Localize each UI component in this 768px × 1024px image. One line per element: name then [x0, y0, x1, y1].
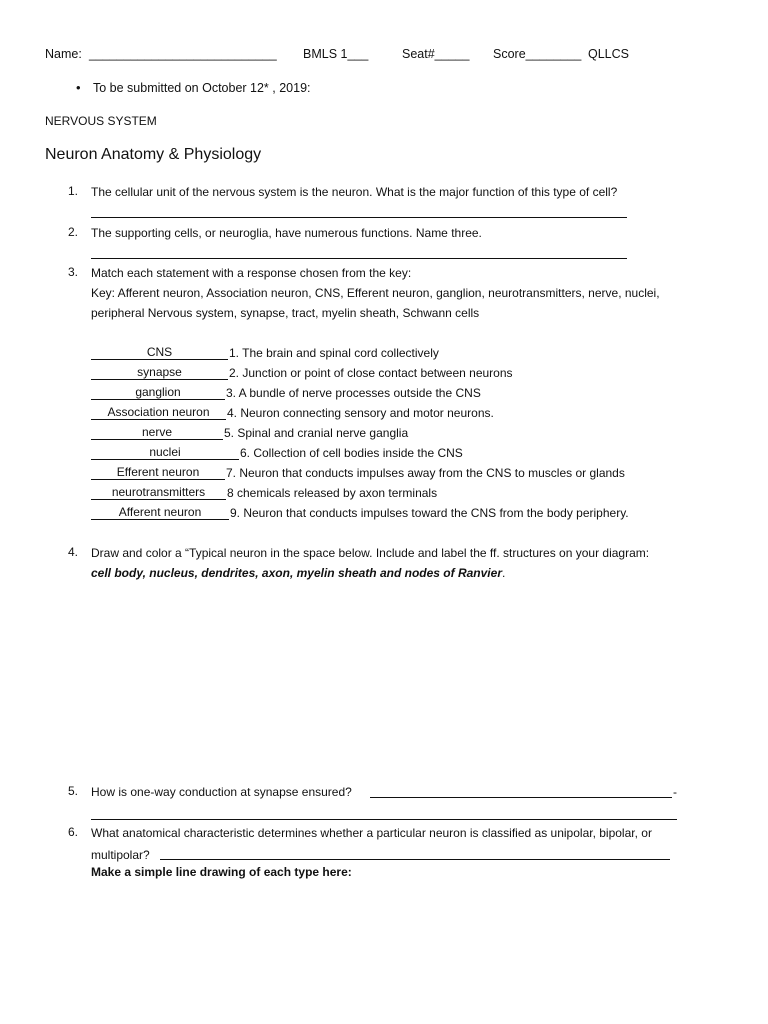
match-answer[interactable]: neurotransmitters [91, 485, 226, 500]
match-answer[interactable]: nerve [91, 425, 223, 440]
page-title: Neuron Anatomy & Physiology [45, 146, 262, 163]
bullet-icon: • [76, 80, 81, 95]
q3-number: 3. [68, 265, 79, 279]
match-answer[interactable]: Association neuron [91, 405, 226, 420]
match-statement: 6. Collection of cell bodies inside the CNS [240, 446, 463, 460]
match-statement: 1. The brain and spinal cord collectively [229, 346, 439, 360]
q6-text-line-2: multipolar? [91, 848, 150, 862]
q5-answer-line[interactable] [370, 797, 672, 798]
match-row [91, 462, 625, 480]
submission-text: To be submitted on October 12* , 2019: [93, 81, 311, 95]
match-answer[interactable]: CNS [91, 345, 228, 360]
course-field: BMLS 1___ [303, 47, 369, 61]
q6-text-line-1: What anatomical characteristic determines whether a particular neuron is classified as unipolar, bipolar, or [91, 826, 652, 840]
school-code: QLLCS [588, 47, 629, 61]
name-blank: ___________________________ [89, 47, 277, 61]
match-answer[interactable]: Efferent neuron [91, 465, 225, 480]
seat-field: Seat#_____ [402, 47, 470, 61]
q6-instruction: Make a simple line drawing of each type here: [91, 865, 352, 879]
q5-number: 5. [68, 784, 79, 798]
q4-structures: cell body, nucleus, dendrites, axon, myelin sheath and nodes of Ranvier [91, 566, 502, 580]
match-statement: 7. Neuron that conducts impulses away from the CNS to muscles or glands [226, 466, 625, 480]
q5-dash: - [673, 785, 677, 799]
match-statement: 2. Junction or point of close contact between neurons [229, 366, 513, 380]
match-row [91, 342, 439, 360]
q4-period: . [502, 566, 506, 580]
q1-answer-line[interactable] [91, 217, 627, 218]
q6-answer-line[interactable] [160, 859, 670, 860]
q5-text: How is one-way conduction at synapse ensured? [91, 785, 352, 799]
q1-text: The cellular unit of the nervous system is the neuron. What is the major function of this type of cell? [91, 185, 618, 199]
q3-key-line-1: Key: Afferent neuron, Association neuron, CNS, Efferent neuron, ganglion, neurotransmitters, nerve, nuclei, [91, 286, 660, 300]
q3-key-line-2: peripheral Nervous system, synapse, tract, myelin sheath, Schwann cells [91, 306, 480, 320]
section-label: NERVOUS SYSTEM [45, 114, 157, 128]
match-row [91, 362, 513, 380]
match-answer[interactable]: nuclei [91, 445, 239, 460]
match-row [91, 382, 481, 400]
name-label: Name: [45, 47, 82, 61]
match-row [91, 482, 437, 500]
match-statement: 3. A bundle of nerve processes outside the CNS [226, 386, 481, 400]
q4-structures-line [91, 563, 505, 583]
score-field: Score________ [493, 47, 582, 61]
q6-drawing-space[interactable] [91, 888, 691, 1008]
match-statement: 8 chemicals released by axon terminals [227, 486, 438, 500]
match-statement: 9. Neuron that conducts impulses toward the CNS from the body periphery. [230, 506, 629, 520]
q4-text: Draw and color a “Typical neuron in the space below. Include and label the ff. structures on your diagram: [91, 546, 650, 560]
q5-answer-line-2[interactable] [91, 819, 677, 820]
match-answer[interactable]: Afferent neuron [91, 505, 229, 520]
q1-number: 1. [68, 184, 79, 198]
match-row [91, 402, 494, 420]
match-answer[interactable]: ganglion [91, 385, 225, 400]
q2-number: 2. [68, 225, 79, 239]
q4-drawing-space[interactable] [91, 590, 691, 770]
match-row [91, 502, 629, 520]
match-answer[interactable]: synapse [91, 365, 228, 380]
q4-number: 4. [68, 545, 79, 559]
q6-number: 6. [68, 825, 79, 839]
q3-text: Match each statement with a response chosen from the key: [91, 266, 412, 280]
q2-answer-line[interactable] [91, 258, 627, 259]
q2-text: The supporting cells, or neuroglia, have numerous functions. Name three. [91, 226, 482, 240]
match-statement: 5. Spinal and cranial nerve ganglia [224, 426, 409, 440]
match-row [91, 442, 463, 460]
match-statement: 4. Neuron connecting sensory and motor neurons. [227, 406, 494, 420]
match-row [91, 422, 408, 440]
